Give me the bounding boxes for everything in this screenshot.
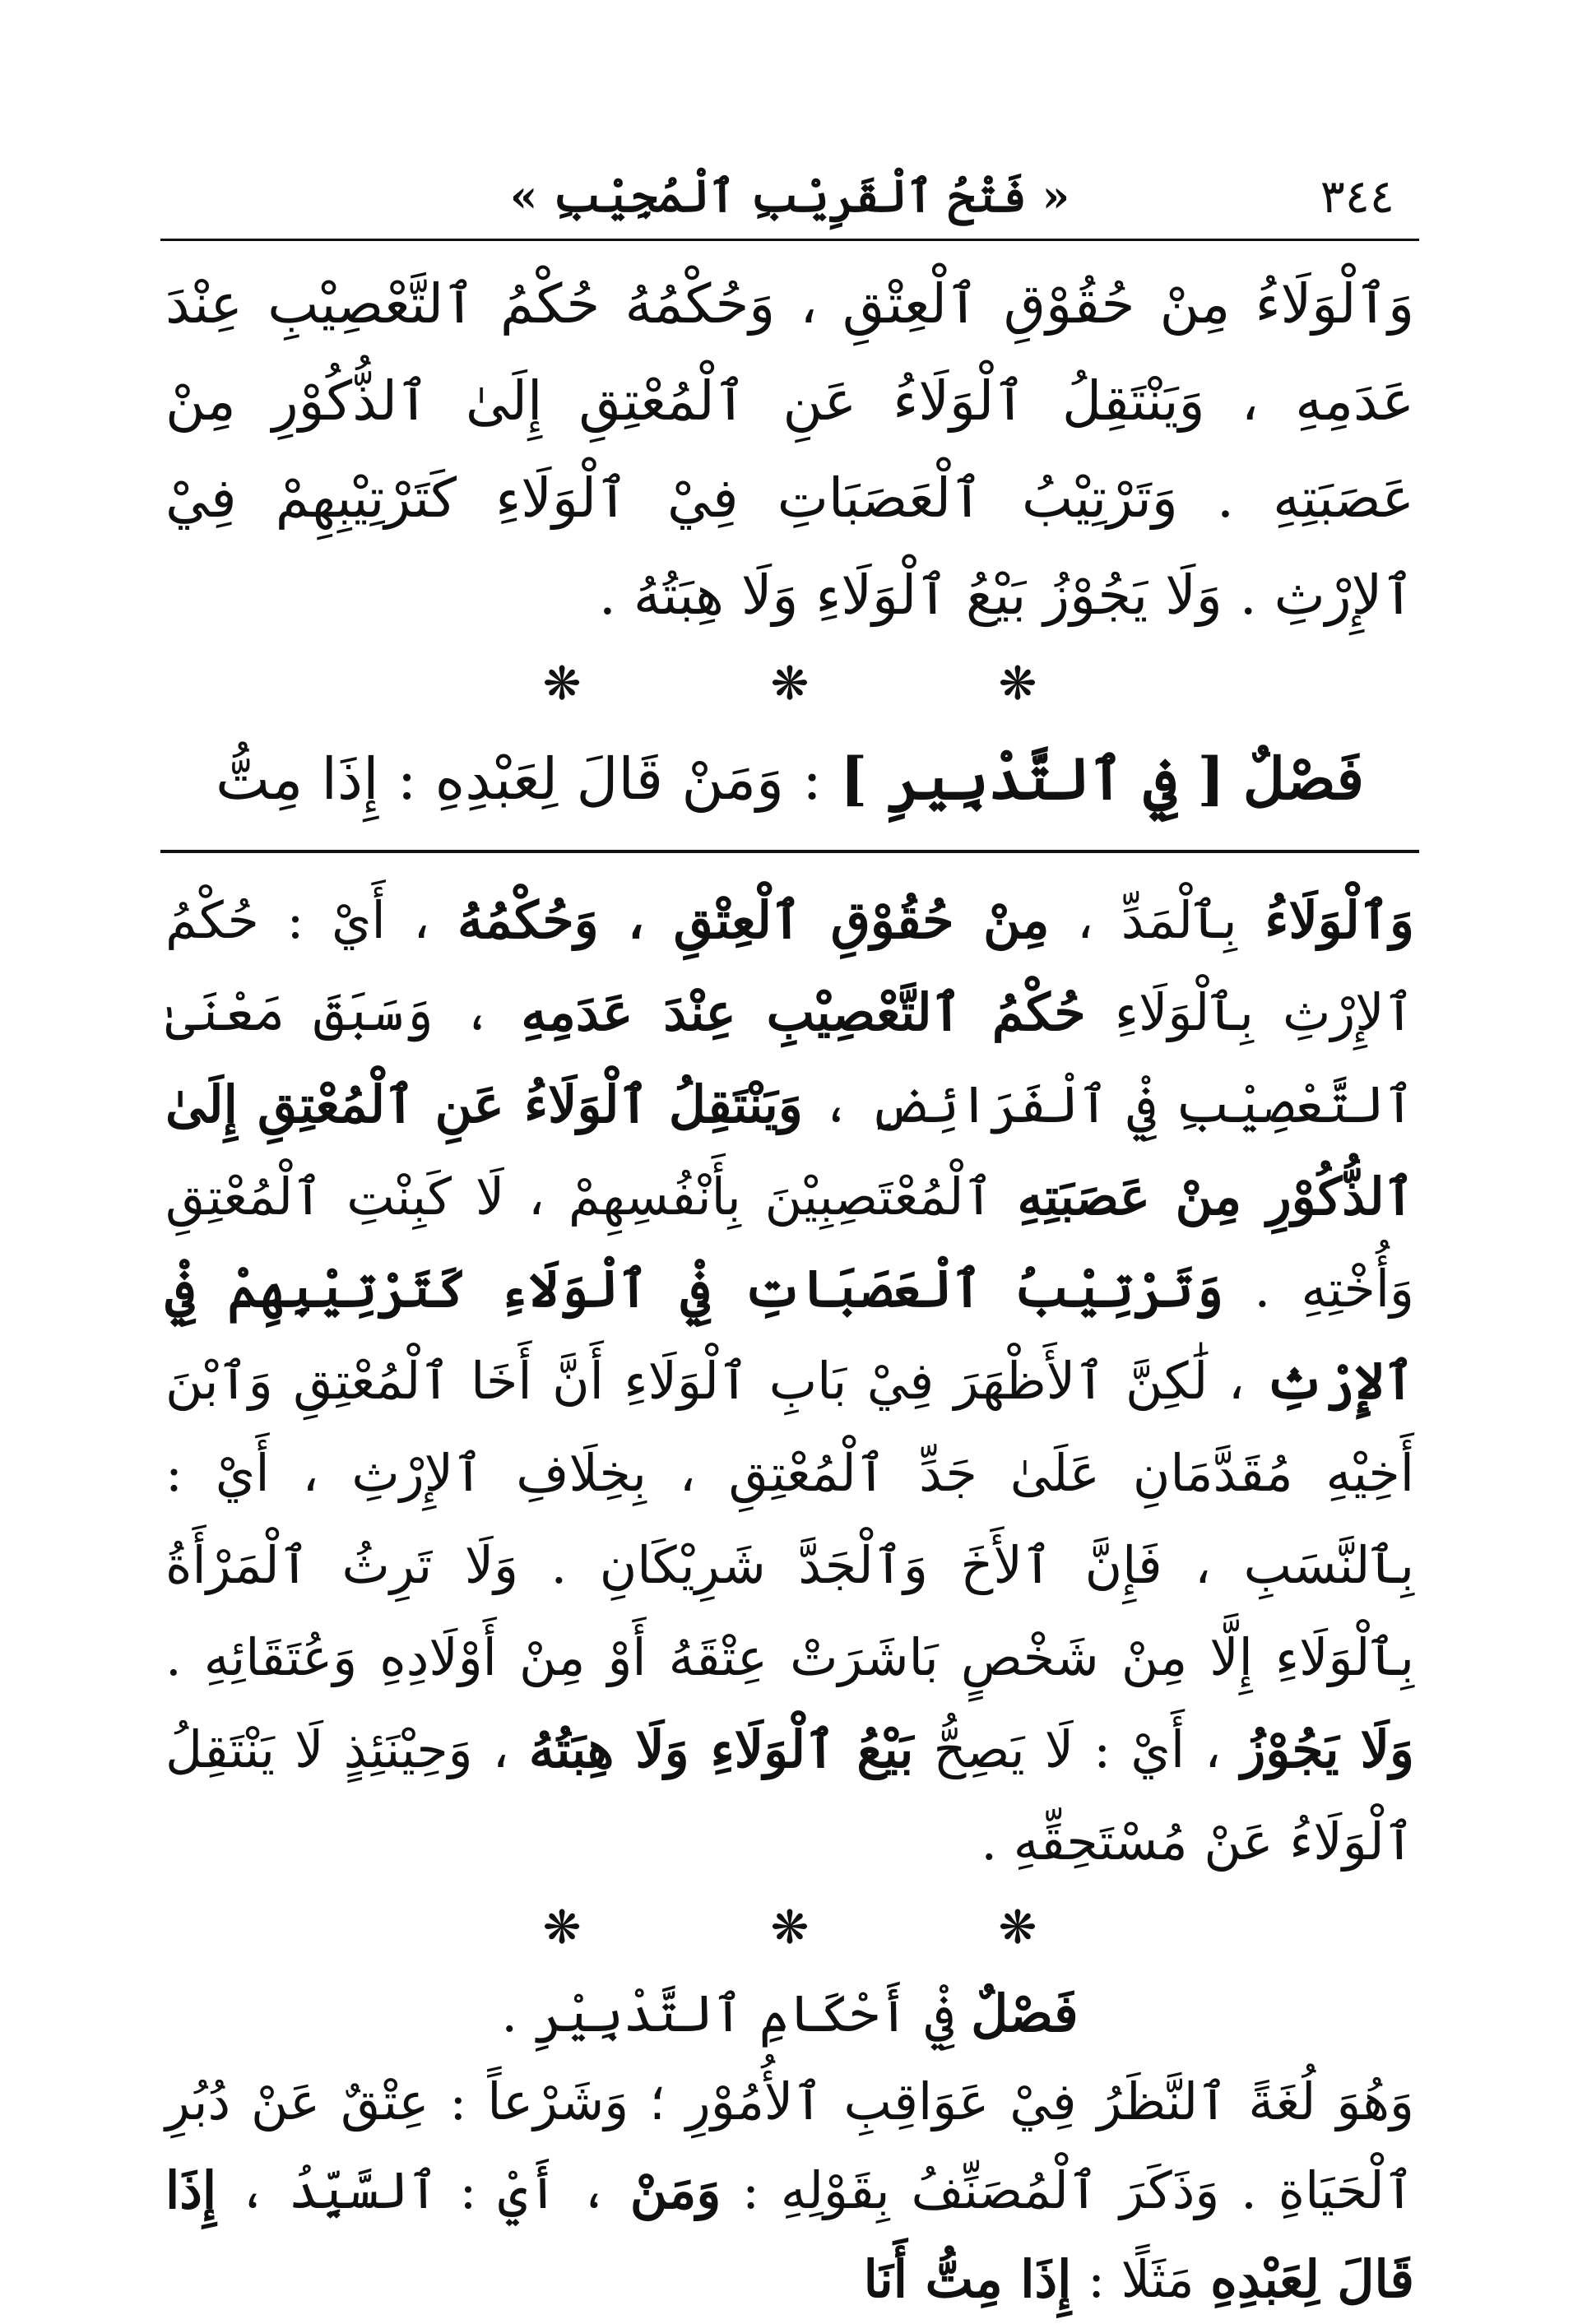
commentary-text: ، وَسَبَقَ مَعْنَىٰ ٱلتَّعْصِيْبِ فِيْ ٱلْفَرَائِضِ ، [165,982,1414,1134]
header-rule [160,239,1419,241]
asterisk-ornament: ❋ [770,657,810,711]
matn-quote: بَيْعُ ٱلْوَلَاءِ وَلَا هِبَتُهُ [528,1719,914,1779]
heading-rest: : وَمَنْ قَالَ لِعَبْدِهِ : إِذَا مِتُّ [215,745,822,813]
matn-quote: وَتَرْتِيْبُ ٱلْعَصَبَاتِ فِيْ ٱلْوَلَاءِ كَتَرْتِيْبِهِمْ فِيْ ٱلإِرْثِ [165,1259,1414,1411]
sharh-paragraph [160,874,1419,1888]
commentary-text: ، أَيْ : ٱلسَّيِّدُ ، [216,2160,630,2220]
sharh-tail-paragraph [160,2057,1419,2324]
matn-quote: إِذَا مِتُّ أَنَا [863,2249,1072,2309]
asterisk-ornament: ❋ [542,657,582,711]
commentary-text: ، وَحِيْنَئِذٍ لَا يَنْتَقِلُ ٱلْوَلَاءُ عَنْ مُسْتَحِقِّهِ . [165,1719,1414,1872]
asterisk-ornament: ❋ [770,1901,810,1955]
matn-quote: وَمَنْ [629,2160,722,2220]
matn-paragraph: وَٱلْوَلَاءُ مِنْ حُقُوْقِ ٱلْعِتْقِ ، وَحُكْمُهُ حُكْمُ ٱلتَّعْصِيْبِ عِنْدَ عَدَمِهِ ، وَيَنْتَقِلُ ٱلْوَلَاءُ عَنِ ٱلْمُعْتِقِ إِلَىٰ ٱلذُّكُوْرِ مِنْ عَصَبَتِهِ . وَتَرْتِيْبُ ٱلْعَصَبَاتِ فِيْ ٱلْوَلَاءِ كَتَرْتِيْبِهِمْ فِيْ ٱلإِرْثِ . وَلَا يَجُوْزُ بَيْعُ ٱلْوَلَاءِ وَلَا هِبَتُهُ . [165,272,1414,627]
commentary-text: ٱلْمُعْتَصِبِيْنَ بِأَنْفُسِهِمْ ، لَا كَبِنْتِ ٱلْمُعْتِقِ وَأُخْتِهِ . [165,1167,1414,1319]
heading-rest: فِيْ أَحْكَامِ ٱلتَّدْبِيْرِ . [501,1983,972,2043]
page-number: ٣٤٤ [1320,170,1394,224]
commentary-text: ، لَٰكِنَّ ٱلأَظْهَرَ فِيْ بَابِ ٱلْوَلَاءِ أَنَّ أَخَا ٱلْمُعْتِقِ وَٱبْنَ أَخِيْهِ مُقَدَّمَانِ عَلَىٰ جَدِّ ٱلْمُعْتِقِ ، بِخِلَافِ ٱلإِرْثِ ، أَيْ : بِٱلنَّسَبِ ، فَإِنَّ ٱلأَخَ وَٱلْجَدَّ شَرِيْكَانِ . وَلَا تَرِثُ ٱلْمَرْأَةُ بِٱلْوَلَاءِ إِلَّا مِنْ شَخْصٍ بَاشَرَتْ عِتْقَهُ أَوْ مِنْ أَوْلَادِهِ وَعُتَقَائِهِ . [165,1351,1414,1687]
matn-quote: وَٱلْوَلَاءُ [1264,890,1414,950]
commentary-text: وَهُوَ لُغَةً ٱلنَّظَرُ فِيْ عَوَاقِبِ ٱلأُمُوْرِ ؛ وَشَرْعاً : عِتْقٌ عَنْ دُبُرِ ٱلْحَيَاةِ . وَذَكَرَ ٱلْمُصَنِّفُ بِقَوْلِهِ : [165,2071,1414,2220]
matn-quote: مِنْ حُقُوْقِ ٱلْعِتْقِ ، وَحُكْمُهُ [457,890,1050,950]
commentary-text: بِٱلْمَدِّ ، [1049,890,1265,950]
bracket-title: [ فِي ٱلتَّدْبِيرِ ] [840,745,1225,813]
asterisk-ornament: ❋ [542,1901,582,1955]
matn-sharh-divider [160,850,1419,853]
matn-quote: حُكْمُ ٱلتَّعْصِيْبِ عِنْدَ عَدَمِهِ [521,982,1086,1042]
book-page [160,140,1419,2309]
section-heading-ahkam-tadbir [160,1970,1419,2057]
asterisk-ornament: ❋ [998,657,1037,711]
commentary-text: ، أَيْ : حُكْمُ ٱلإِرْثِ بِٱلْوَلَاءِ [165,890,1414,1042]
running-header [160,140,1419,239]
asterisk-ornament: ❋ [998,1901,1037,1955]
section-heading-tadbir [160,730,1419,828]
section-separator [160,1900,1419,1965]
fasl-word: فَصْلٌ [971,1983,1079,2043]
commentary-text: مَثَلًا : [1071,2249,1211,2309]
matn-quote: وَيَنْتَقِلُ ٱلْوَلَاءُ عَنِ ٱلْمُعْتِقِ إِلَىٰ ٱلذُّكُوْرِ مِنْ عَصَبَتِهِ [165,1074,1414,1227]
section-separator [160,656,1419,721]
matn-quote: وَلَا يَجُوْزُ [1241,1719,1414,1779]
fasl-word: فَصْلٌ [1242,745,1365,813]
matn-quote: إِذَا قَالَ لِعَبْدِهِ [165,2160,1414,2309]
commentary-text: ، أَيْ : لَا يَصِحُّ [913,1719,1241,1779]
running-title: « فَتْحُ ٱلْقَرِيْبِ ٱلْمُجِيْبِ » [509,169,1070,222]
